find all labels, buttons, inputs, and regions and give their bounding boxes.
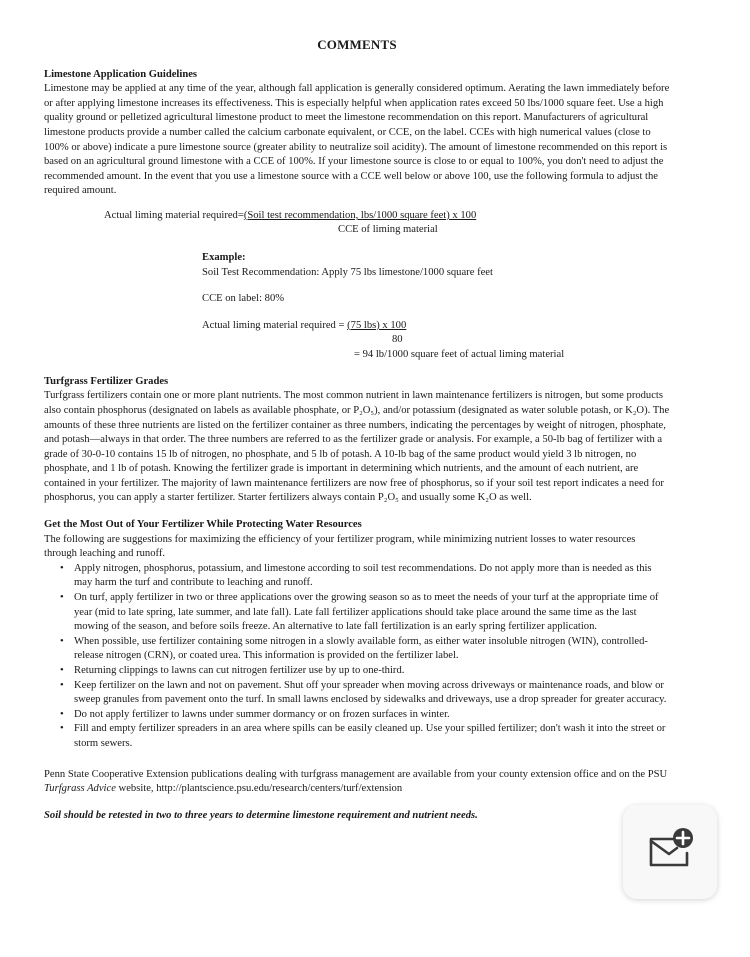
list-item: • On turf, apply fertilizer in two or three applications over the growing season so as to meet the needs of your turf at the appropriate time of year (mid to late spring, late summer, and late fall). Late fall fertilizer applications should take place around the same time as the last mowing of the season, and before soils freeze. An alternative to late fall fertilization is an early spring fertilizer application. <box>74 591 670 635</box>
turfgrass-advice-title: Turfgrass Advice <box>44 783 116 795</box>
formula-denominator: CCE of liming material <box>338 223 438 235</box>
example-calc-label: Actual liming material required = <box>202 319 345 331</box>
final-note: Soil should be retested in two to three years to determine limestone requirement and nutrient needs. <box>44 809 478 821</box>
liming-formula <box>44 209 670 239</box>
list-item: • Returning clippings to lawns can cut nitrogen fertilizer use by up to one-third. <box>74 664 670 679</box>
fertilizer-grades-body: Turfgrass fertilizers contain one or more plant nutrients. The most common nutrient in lawn maintenance fertilizers is nitrogen, but some products also contain phosphorus (designated on labels as available phosphate, or P₂O₅), and/or potassium (designated as water soluble potash, or K₂O). The amounts of these three nutrients are listed on the fertilizer container as three numbers, indicating the percentages by weight of nitrogen, phosphate, and potash—always in that order. The three numbers are referred to as the fertilizer grade or analysis. For example, a 50-lb bag of fertilizer with a grade of 30-0-10 contains 15 lb of nitrogen, no phosphate, and 5 lb of potash. A 10-lb bag of the same product would yield 3 lb nitrogen, no phosphate, and 1 lb of potash. Knowing the fertilizer grade is important in determining which nutrients, and the amount of each nutrient, are contained in your fertilizer. The majority of lawn maintenance fertilizers are now free of phosphorus, so if your soil test report indicates a need for phosphorus, you can apply a starter fertilizer. Starter fertilizers always contain P₂O₅ and usually some K₂O as well. <box>44 390 670 504</box>
limestone-body: Limestone may be applied at any time of the year, although fall application is generally considered optimum. Aerating the lawn immediately before or after applying limestone increases its effectiveness. This is especially helpful when application rates exceed 50 lbs/1000 square feet. Use a high quality ground or pelletized agricultural limestone product to meet the limestone recommendation on this report. Manufacturers of agricultural limestone products provide a number called the calcium carbonate equivalent, or CCE, on the label. CCEs with high numerical values (close to 100% or above) indicate a pure limestone source (greater ability to neutralize soil acidity). The amount of limestone recommended on this report is based on an agricultural ground limestone with a CCE of 100%. If your limestone source is close to or equal to 100%, you don't need to adjust the recommended amount. In the event that you use a limestone source with a CCE well below or above 100, use the following formula to adjust the required amount. <box>44 83 670 197</box>
water-resources-heading: Get the Most Out of Your Fertilizer While Protecting Water Resources <box>44 519 362 531</box>
limestone-heading: Limestone Application Guidelines <box>44 68 198 80</box>
page-title: COMMENTS <box>317 37 397 52</box>
fertilizer-grades-heading: Turfgrass Fertilizer Grades <box>44 375 169 387</box>
example-block <box>202 251 670 363</box>
suggestions-list <box>44 562 670 752</box>
formula-label: Actual liming material required= <box>104 209 244 221</box>
example-calc-numerator: (75 lbs) x 100 <box>347 319 407 331</box>
list-item: • Keep fertilizer on the lawn and not on pavement. Shut off your spreader when moving across driveways or maintenance roads, and blow or sweep granules from pavement onto the turf. In small lawns enclosed by sidewalks and driveways, use a drop spreader for greater accuracy. <box>74 679 670 708</box>
example-calc-denominator: 80 <box>392 333 403 345</box>
list-item: • Fill and empty fertilizer spreaders in an area where spills can be easily cleaned up. Use your spilled fertilizer; don't wash it into the street or storm sewers. <box>74 722 670 751</box>
list-item: • Do not apply fertilizer to lawns under summer dormancy or on frozen surfaces in winter. <box>74 708 670 723</box>
add-mail-icon <box>647 827 695 871</box>
closing-text-before: Penn State Cooperative Extension publications dealing with turfgrass management are available from your county extension office and on the PSU <box>44 768 668 780</box>
example-calculation <box>202 319 670 363</box>
example-heading: Example: <box>202 251 246 263</box>
list-item: • Apply nitrogen, phosphorus, potassium, and limestone according to soil test recommendations. Do not apply more than is needed as this may harm the turf and contribute to leaching and runoff. <box>74 562 670 591</box>
add-mail-button[interactable] <box>623 805 717 899</box>
example-calc-result: = 94 lb/1000 square feet of actual liming material <box>354 348 565 360</box>
example-cce: CCE on label: 80% <box>202 293 285 305</box>
closing-text-after: website, http://plantscience.psu.edu/research/centers/turf/extension <box>115 783 403 795</box>
water-resources-intro: The following are suggestions for maximizing the efficiency of your fertilizer program, while minimizing nutrient losses to water resources through leaching and runoff. <box>44 533 636 560</box>
list-item: • When possible, use fertilizer containing some nitrogen in a slowly available form, as either water insoluble nitrogen (WIN), controlled-release nitrogen (CRN), or coated urea. This information is provided on the fertilizer label. <box>74 635 670 664</box>
example-recommendation: Soil Test Recommendation: Apply 75 lbs limestone/1000 square feet <box>202 266 493 278</box>
closing-paragraph <box>44 768 670 797</box>
formula-numerator: (Soil test recommendation, lbs/1000 square feet) x 100 <box>243 209 477 221</box>
document-content <box>44 38 670 823</box>
